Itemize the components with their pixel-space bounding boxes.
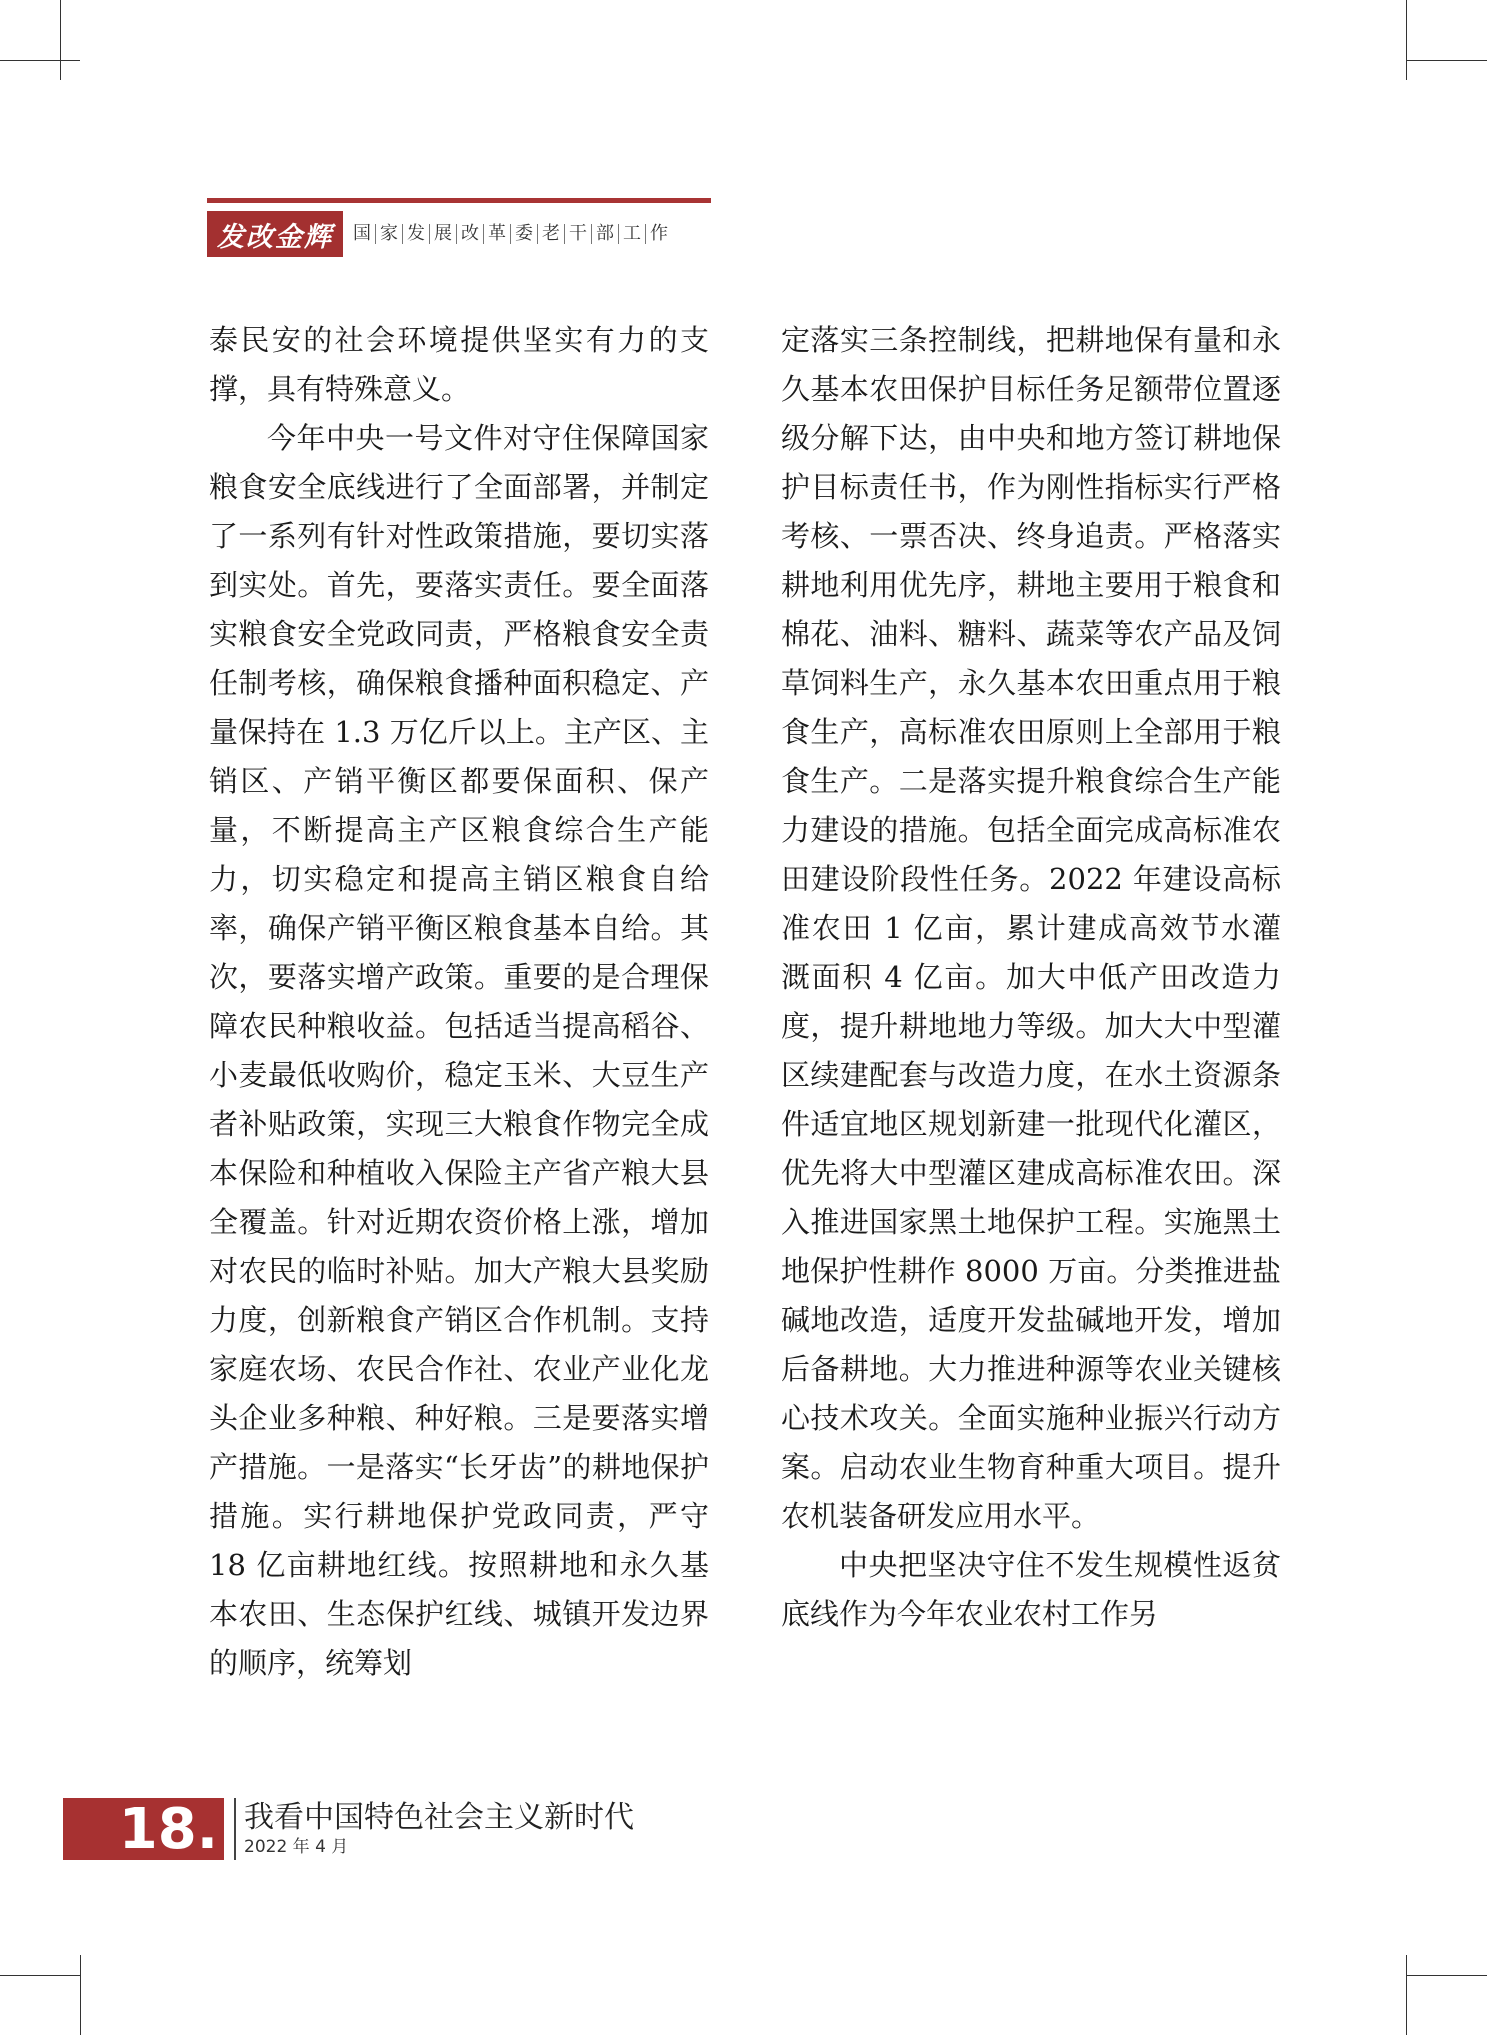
paragraph: 今年中央一号文件对守住保障国家粮食安全底线进行了全面部署，并制定了一系列有针对性政策措施，要切实落到实处。首先，要落实责任。要全面落实粮食安全党政同责，严格粮食安全责任制考核，确保粮食播种面积稳定、产量保持在 1.3 万亿斤以上。主产区、主销区、产销平衡区都要保面积、保产量，不断提高主产区粮食综合生产能力，切实稳定和提高主销区粮食自给率，确保产销平衡区粮食基本自给。其次，要落实增产政策。重要的是合理保障农民种粮收益。包括适当提高稻谷、小麦最低收购价，稳定玉米、大豆生产者补贴政策，实现三大粮食作物完全成本保险和种植收入保险主产省产粮大县全覆盖。针对近期农资价格上涨，增加对农民的临时补贴。加大产粮大县奖励力度，创新粮食产销区合作机制。支持家庭农场、农民合作社、农业产业化龙头企业多种粮、种好粮。三是要落实增产措施。一是落实“长牙齿”的耕地保护措施。实行耕地保护党政同责，严守 18 亿亩耕地红线。按照耕地和永久基本农田、生态保护红线、城镇开发边界的顺序，统筹划 (209, 421, 709, 1680)
crop-mark-bottom-left-h (0, 1975, 80, 1976)
header-row (207, 211, 711, 257)
department-char: 干 (564, 224, 591, 244)
department-name (351, 224, 672, 244)
department-char: 改 (456, 224, 483, 244)
crop-mark-top-left-v (60, 0, 61, 80)
department-char: 委 (510, 224, 537, 244)
footer-text (234, 1798, 634, 1860)
right-column (781, 316, 1281, 1639)
column-logo: 发改金辉 (207, 211, 343, 257)
paragraph: 定落实三条控制线，把耕地保有量和永久基本农田保护目标任务足额带位置逐级分解下达，由中央和地方签订耕地保护目标责任书，作为刚性指标实行严格考核、一票否决、终身追责。严格落实耕地利用优先序，耕地主要用于粮食和棉花、油料、糖料、蔬菜等农产品及饲草饲料生产，永久基本农田重点用于粮食生产，高标准农田原则上全部用于粮食生产。二是落实提升粮食综合生产能力建设的措施。包括全面完成高标准农田建设阶段性任务。2022 年建设高标准农田 1 亿亩，累计建成高效节水灌溉面积 4 亿亩。加大中低产田改造力度，提升耕地地力等级。加大大中型灌区续建配套与改造力度，在水土资源条件适宜地区规划新建一批现代化灌区，优先将大中型灌区建成高标准农田。深入推进国家黑土地保护工程。实施黑土地保护性耕作 8000 万亩。分类推进盐碱地改造，适度开发盐碱地开发，增加后备耕地。大力推进种源等农业关键核心技术攻关。全面实施种业振兴行动方案。启动农业生物育种重大项目。提升农机装备研发应用水平。 (781, 323, 1281, 1533)
department-char: 家 (375, 224, 402, 244)
crop-mark-top-right-v (1406, 0, 1407, 80)
series-title: 我看中国特色社会主义新时代 (244, 1800, 634, 1835)
crop-mark-bottom-right-v (1406, 1955, 1407, 2035)
crop-mark-bottom-right-h (1407, 1975, 1487, 1976)
left-column (209, 316, 709, 1688)
department-char: 部 (591, 224, 618, 244)
crop-mark-bottom-left-v (80, 1955, 81, 2035)
department-char: 工 (618, 224, 645, 244)
page-number: 18. (63, 1798, 224, 1860)
issue-date: 2022 年 4 月 (244, 1837, 349, 1857)
header-rule (207, 198, 711, 203)
crop-mark-top-left-h (0, 60, 80, 61)
paragraph: 中央把坚决守住不发生规模性返贫底线作为今年农业农村工作另 (781, 1548, 1281, 1631)
department-char: 老 (537, 224, 564, 244)
department-char: 国 (353, 223, 371, 244)
department-char: 展 (429, 224, 456, 244)
crop-mark-top-right-h (1407, 60, 1487, 61)
page-footer (63, 1798, 634, 1860)
page-header (207, 198, 711, 257)
department-char: 作 (645, 224, 672, 244)
department-char: 发 (402, 224, 429, 244)
paragraph: 泰民安的社会环境提供坚实有力的支撑，具有特殊意义。 (209, 323, 709, 406)
department-char: 革 (483, 224, 510, 244)
